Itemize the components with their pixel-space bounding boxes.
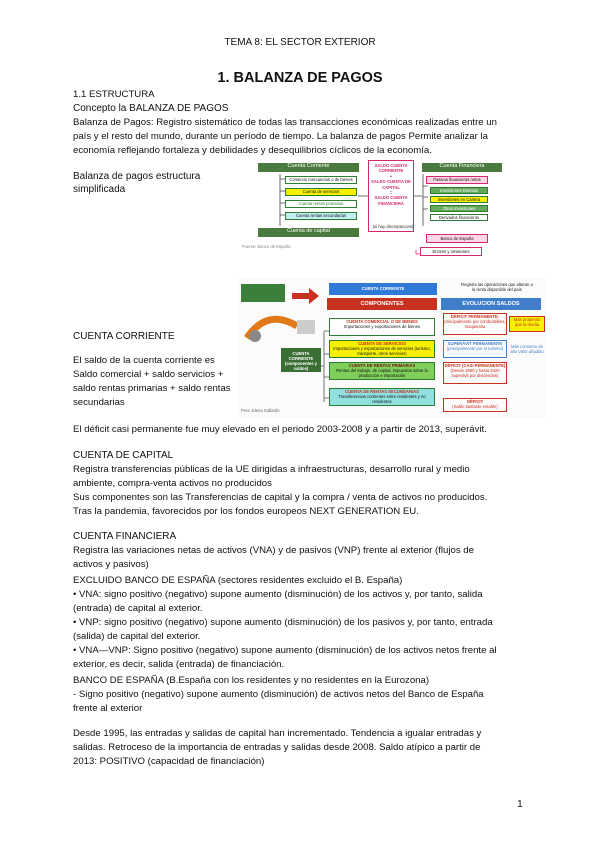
closing-line: 2013: POSITIVO (capacidad de financiación) bbox=[73, 756, 265, 767]
identity-line: CORRIENTE bbox=[378, 168, 404, 174]
identity-line: FINANCIERA bbox=[378, 200, 404, 206]
cc-body-line: Saldo comercial + saldo servicios + bbox=[73, 369, 224, 380]
registro-note-line: Registra las operaciones que alteran a bbox=[461, 282, 533, 287]
registro-note bbox=[449, 282, 545, 292]
excluido-line: (salida) de capital del exterior. bbox=[73, 631, 201, 642]
capital-body-line: ambiente, compra-venta activos no producidos bbox=[73, 478, 272, 489]
evol-box bbox=[443, 398, 507, 412]
current-account-infographic bbox=[237, 278, 547, 418]
identity-line: SALDO CUENTA DE bbox=[371, 179, 411, 185]
cc-badge-line: CUENTA bbox=[292, 351, 310, 356]
page-number: 1 bbox=[517, 798, 523, 810]
cc-badge-line: (componentes y saldos) bbox=[284, 361, 318, 371]
cf-first-item: Pasivos financieros netos bbox=[426, 176, 488, 184]
capital-body-line: Sus componentes son las Transferencias de capital y la compra / venta de activos no producidos. bbox=[73, 492, 488, 503]
simplified-label: simplificada bbox=[73, 184, 126, 195]
componentes-header: COMPONENTES bbox=[360, 301, 404, 307]
component-title: CUENTA COMERCIAL O DE BIENES bbox=[346, 319, 418, 324]
excluido-line: (entrada) de capital al exterior. bbox=[73, 603, 203, 614]
cuenta-financiera-heading: CUENTA FINANCIERA bbox=[73, 531, 177, 542]
errores-box: Errores y omisiones bbox=[420, 247, 482, 256]
component-title: CUENTA DE SERVICIOS bbox=[358, 341, 406, 346]
page-title: 1. BALANZA DE PAGOS bbox=[217, 70, 383, 86]
closing-line: salidas. Retroceso de la importancia de entradas y salidas desde 2008. Saldo atípico a partir de bbox=[73, 742, 481, 753]
cc-body-line: secundarias bbox=[73, 397, 125, 408]
banco-line: frente al exterior bbox=[73, 703, 143, 714]
evol-title: DÉFICIT PERMANENTE: bbox=[450, 314, 500, 319]
definition-line: economía reflejando fortaleza y debilidades y desequilibrios cíclicos de la economía. bbox=[73, 145, 432, 156]
cc-body-line: El saldo de la cuenta corriente es bbox=[73, 355, 215, 366]
capital-account-box: Cuenta de capital bbox=[258, 228, 359, 237]
diagram-source: Fuente: Banco de España bbox=[242, 244, 291, 249]
balance-identity-box bbox=[368, 160, 414, 232]
component-sub: Importaciones y exportaciones de bienes bbox=[343, 324, 421, 329]
evol-sub: (principalmente por el turismo) bbox=[446, 346, 504, 351]
component-box bbox=[329, 340, 435, 358]
evol-box bbox=[443, 340, 507, 358]
evolucion-header: EVOLUCIÓN SALDOS bbox=[462, 301, 520, 307]
cf-item: Inversiones Directas bbox=[430, 187, 488, 194]
identity-line: SALDO CUENTA bbox=[374, 195, 408, 201]
evol-title: SUPERÁVIT PERMANENTE bbox=[447, 341, 503, 346]
evol-box bbox=[443, 362, 507, 384]
identity-line: SALDO CUENTA bbox=[374, 163, 408, 168]
evol-sub: principalmente por combustibles, maquinaria bbox=[444, 319, 506, 329]
component-box bbox=[329, 362, 435, 380]
cc-title: Cuenta Corriente bbox=[258, 163, 359, 172]
evol-box bbox=[443, 313, 507, 335]
cc-item: Cuenta rentas primarias bbox=[285, 200, 357, 208]
closing-line: Desde 1995, las entradas y salidas de capital han incrementado. Tendencia a igualar entradas y bbox=[73, 728, 482, 739]
excluido-heading: EXCLUIDO BANCO DE ESPAÑA (sectores residentes excluido el B. España) bbox=[73, 575, 403, 586]
evol-sub: (Saldo bastante estable) bbox=[452, 404, 498, 409]
infographic-source: Pres. Elena Gallardo bbox=[241, 408, 280, 413]
bop-structure-diagram bbox=[240, 158, 520, 266]
cc-body-line: saldo rentas primarias + saldo rentas bbox=[73, 383, 231, 394]
component-box bbox=[329, 318, 435, 336]
deficit-note: El déficit casi permanente fue muy elevado en el periodo 2003-2008 y a partir de 2013, superávit. bbox=[73, 424, 487, 435]
component-box bbox=[329, 388, 435, 406]
excluido-line: exterior, es decir, salida (entrada) de financiación. bbox=[73, 659, 285, 670]
cc-item: Cuenta rentas secundarias bbox=[285, 212, 357, 220]
section-heading: 1.1 ESTRUCTURA bbox=[73, 89, 155, 100]
side-note: Más consumo de alto Valor añadido bbox=[510, 344, 544, 354]
cf-item: Inversiones en Cartera bbox=[430, 196, 488, 203]
simplified-label: Balanza de pagos estructura bbox=[73, 171, 201, 182]
capital-body-line: Tras la pandemia, favorecidos por los fondos europeos NEXT GENERATION EU. bbox=[73, 506, 419, 517]
component-sub: Rentas del trabajo, de capital, impuestos sobre la producción e importación bbox=[336, 368, 428, 378]
cc-badge bbox=[281, 348, 321, 372]
definition-line: país y el resto del mundo, durante un período de tiempo. La balanza de pagos Permite analizar la bbox=[73, 131, 488, 142]
excluido-line: • VNP: signo positivo (negativo) supone aumento (disminución) de los pasivos y, por tanto, entrada bbox=[73, 617, 493, 628]
banner-cuenta-corriente: CUENTA CORRIENTE bbox=[361, 286, 405, 291]
cc-badge-line: CORRIENTE bbox=[288, 356, 314, 361]
identity-line: CAPITAL bbox=[382, 184, 400, 190]
running-header: TEMA 8: EL SECTOR EXTERIOR bbox=[224, 37, 376, 48]
cuenta-capital-heading: CUENTA DE CAPITAL bbox=[73, 450, 174, 461]
excluido-line: • VNA—VNP: Signo positivo (negativo) supone aumento (disminución) de los activos netos frente al bbox=[73, 645, 497, 656]
evol-title: DÉFICIT (CASI PERMANENTE) bbox=[444, 363, 506, 368]
definition-line: Balanza de Pagos: Registro sistemático de todas las transacciones económicas realizadas entre un bbox=[73, 117, 497, 128]
cf-title: Cuenta Financiera bbox=[422, 163, 502, 172]
banco-heading: BANCO DE ESPAÑA (B.España con los residentes y no residentes en la Eurozona) bbox=[73, 675, 430, 686]
component-title: CUENTA DE RENTAS PRIMARIAS bbox=[348, 363, 416, 368]
identity-line: + bbox=[389, 173, 393, 179]
concept-heading: Concepto la BALANZA DE PAGOS bbox=[73, 103, 229, 114]
component-title: CUENTA DE RENTAS SECUNDARIAS bbox=[345, 389, 419, 394]
cuenta-corriente-heading: CUENTA CORRIENTE bbox=[73, 331, 175, 342]
component-sub: Importaciones y exportaciones de servicios (turismo, transporte, otros servicios) bbox=[333, 346, 431, 356]
registro-note-line: la renta disponible del país bbox=[472, 287, 522, 292]
cf-body-line: activos y pasivos) bbox=[73, 559, 149, 570]
side-note: Más propenso que la media bbox=[509, 316, 545, 332]
cf-item: Derivados financieros bbox=[430, 214, 488, 221]
evol-title: DÉFICIT bbox=[466, 399, 484, 404]
banco-line: - Signo positivo (negativo) supone aumento (disminución) de activos netos del Banco de España bbox=[73, 689, 484, 700]
component-sub: Transferencias corrientes entre residentes y no residentes bbox=[338, 394, 426, 404]
identity-note: (si hay discrepancias) bbox=[372, 224, 414, 229]
cf-item: Otras Inversiones bbox=[430, 205, 488, 212]
evol-sub: (Desde 1990 y hasta 2020 superávit por dividendos) bbox=[450, 368, 500, 378]
cc-item: Cuenta de servicios bbox=[285, 188, 357, 196]
cf-body-line: Registra las variaciones netas de activos (VNA) y de pasivos (VNP) frente al exterior (flujos de bbox=[73, 545, 474, 556]
excluido-line: • VNA: signo positivo (negativo) supone aumento (disminución) de los activos y, por tanto, salida bbox=[73, 589, 483, 600]
banco-espana-box: Banco de España bbox=[426, 234, 488, 243]
cc-item: Comercio mercancías o de bienes bbox=[285, 176, 357, 184]
identity-line: = bbox=[389, 190, 393, 196]
capital-body-line: Registra transferencias públicas de la UE dirigidas a infraestructuras, desarrollo rural y medio bbox=[73, 464, 470, 475]
